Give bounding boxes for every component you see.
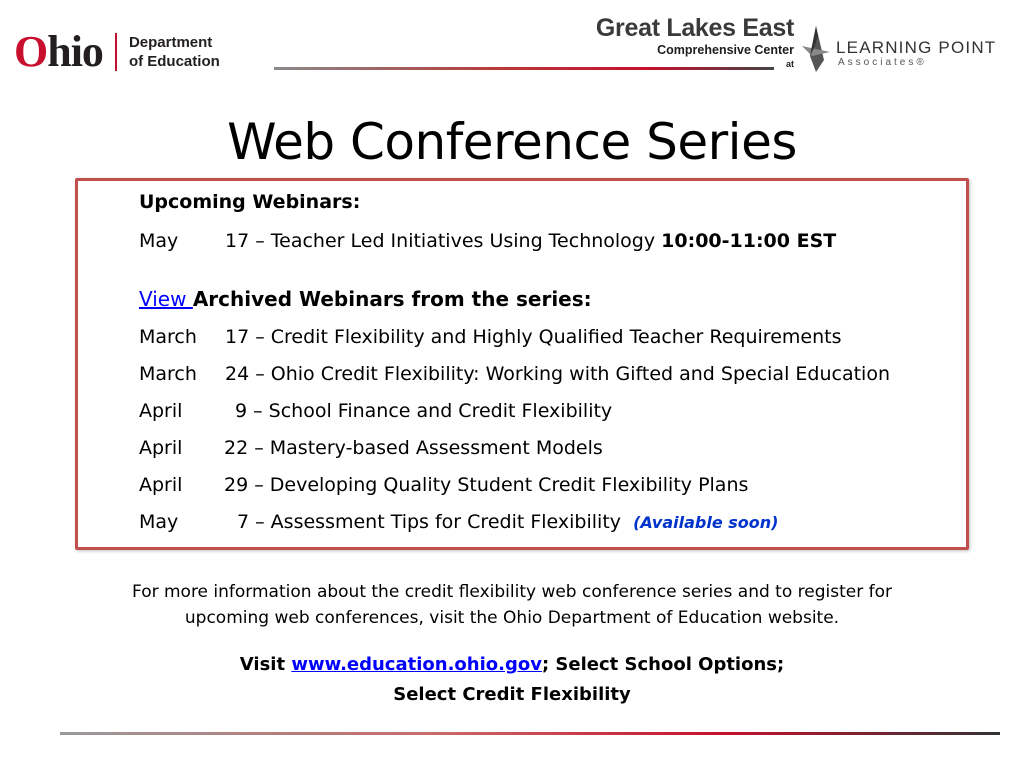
lpa-associates: Associates® <box>838 57 927 68</box>
item-topic: – Developing Quality Student Credit Flexibility Plans <box>254 474 749 496</box>
item-day: 7 <box>237 511 250 533</box>
item-topic: – Teacher Led Initiatives Using Technology <box>255 230 656 252</box>
item-day: 29 <box>224 474 249 496</box>
ohio-department-of-education-logo[interactable] <box>14 27 220 76</box>
visit-line2: Select Credit Flexibility <box>393 684 631 705</box>
ohio-wordmark: Ohio <box>14 27 103 76</box>
header <box>0 0 1024 90</box>
page-title: Web Conference Series <box>227 113 797 171</box>
gle-at-label: at <box>786 59 795 69</box>
item-month: March <box>139 326 197 348</box>
visit-suffix: ; Select School Options; <box>541 654 785 675</box>
gle-subtitle: Comprehensive Center <box>657 43 794 57</box>
item-month: April <box>139 437 183 459</box>
lpa-name: LEARNING POINT <box>836 38 997 57</box>
archived-item <box>139 436 603 460</box>
visit-instructions <box>0 650 1024 710</box>
item-topic: – Ohio Credit Flexibility: Working with Gifted and Special Education <box>255 363 890 385</box>
info-paragraph <box>0 579 1024 631</box>
footer-rule <box>60 732 1000 735</box>
archived-item <box>139 325 841 349</box>
item-day: 9 <box>235 400 248 422</box>
archived-item <box>139 399 612 423</box>
item-month: April <box>139 474 183 496</box>
great-lakes-east-logo[interactable] <box>562 14 794 57</box>
item-month: May <box>139 230 179 252</box>
gle-title: Great Lakes East <box>595 14 794 42</box>
archived-heading-row <box>139 287 592 311</box>
arrow-mark-icon <box>802 26 832 72</box>
item-topic: – Mastery-based Assessment Models <box>254 437 603 459</box>
education-website-link[interactable]: www.education.ohio.gov <box>291 654 542 675</box>
archived-heading: Archived Webinars from the series: <box>192 287 592 311</box>
item-month: May <box>139 511 179 533</box>
item-day: 22 <box>224 437 249 459</box>
archived-item <box>139 510 779 535</box>
item-topic: – School Finance and Credit Flexibility <box>253 400 613 422</box>
view-archived-link[interactable]: View <box>139 287 193 311</box>
header-rule <box>274 67 774 70</box>
logo-divider <box>115 33 117 71</box>
archived-item <box>139 473 748 497</box>
item-day: 17 <box>225 230 250 252</box>
learning-point-associates-logo[interactable] <box>802 26 996 72</box>
department-name: Department of Education <box>128 34 220 70</box>
item-month: March <box>139 363 197 385</box>
archived-item <box>139 362 890 386</box>
visit-prefix: Visit <box>239 654 292 675</box>
upcoming-item <box>139 229 836 253</box>
info-line: upcoming web conferences, visit the Ohio Department of Education website. <box>184 608 840 628</box>
upcoming-heading: Upcoming Webinars: <box>139 191 361 213</box>
info-line: For more information about the credit flexibility web conference series and to register for <box>132 582 892 602</box>
item-topic: – Credit Flexibility and Highly Qualified Teacher Requirements <box>255 326 842 348</box>
item-month: April <box>139 400 183 422</box>
item-topic: – Assessment Tips for Credit Flexibility <box>255 511 622 533</box>
item-day: 24 <box>225 363 250 385</box>
available-soon-note: (Available soon) <box>633 513 779 532</box>
item-time: 10:00-11:00 EST <box>661 230 837 252</box>
item-day: 17 <box>225 326 250 348</box>
